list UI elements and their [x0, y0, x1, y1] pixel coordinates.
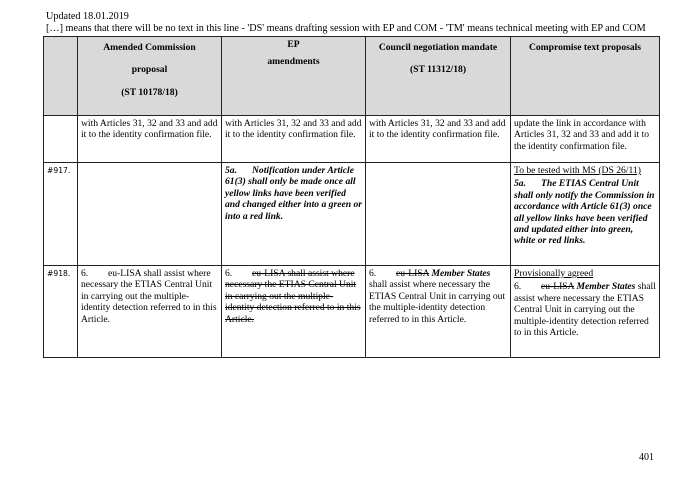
header-commission-proposal	[78, 37, 222, 116]
row-cell	[78, 266, 222, 358]
row-cell	[366, 266, 511, 358]
header-line: amendments	[267, 56, 320, 68]
compromise-notification-text	[514, 178, 656, 246]
table-row	[44, 116, 660, 163]
ep-deleted-text	[225, 268, 362, 325]
header-line: (ST 10178/18)	[121, 86, 178, 98]
header-compromise-text	[511, 37, 660, 116]
point-text: The ETIAS Central Unit shall only notify the Commission in accordance with Article 61(3) once all yellow links have been verified and updated either into green, white or red links.	[514, 178, 655, 247]
header-line: Amended Commission	[103, 42, 196, 53]
updated-date: Updated 18.01.2019	[46, 11, 129, 22]
point-text: shall assist where necessary the ETIAS Central Unit in carrying out the multiple-identity detection referred to in this Article.	[514, 281, 656, 339]
header-line: EP	[287, 39, 300, 50]
compromise-text	[514, 281, 656, 338]
row-cell	[78, 163, 222, 266]
row-cell	[511, 163, 660, 266]
added-words: Member States	[576, 281, 636, 293]
row-cell	[222, 163, 366, 266]
table-row	[44, 266, 660, 358]
point-number: 5a.	[225, 165, 237, 176]
point-number: 6.	[81, 268, 89, 279]
point-text: shall assist where necessary the ETIAS Central Unit in carrying out the multiple-identity detection referred to in this Article.	[369, 279, 506, 325]
header-line: (ST 11312/18)	[409, 64, 467, 76]
commission-text	[81, 268, 218, 325]
row-cell	[366, 163, 511, 266]
header-line: Council negotiation mandate	[378, 42, 498, 53]
council-text	[369, 268, 507, 325]
ep-notification-text	[225, 165, 362, 222]
row-cell: with Articles 31, 32 and 33 and add it to the identity confirmation file.	[222, 116, 366, 163]
header-ep-amendments	[222, 37, 366, 116]
point-number: 6.	[514, 281, 522, 293]
row-cell	[222, 266, 366, 358]
row-cell	[511, 266, 660, 358]
header-council-mandate	[366, 37, 511, 116]
point-number: 6.	[225, 268, 233, 279]
row-cell: with Articles 31, 32 and 33 and add it to the identity confirmation file.	[78, 116, 222, 163]
header-line: Compromise text proposals	[528, 42, 642, 53]
added-words: Member States	[431, 268, 491, 279]
point-text: Notification under Article 61(3) shall only be made once all yellow links have been verified and changed either into a green or into a red link.	[225, 165, 362, 222]
page-number: 401	[639, 452, 654, 463]
deleted-word: eu-LISA	[396, 268, 430, 279]
point-text: eu-LISA shall assist where necessary the ETIAS Central Unit in carrying out the multiple-identity detection referred to in this Article.	[81, 268, 217, 325]
row-cell: update the link in accordance with Articles 31, 32 and 33 and add it to the identity confirmation file.	[511, 116, 660, 163]
point-text: eu-LISA shall assist where necessary the ETIAS Central Unit in carrying out the multiple-identity detection referred to in this Article.	[225, 268, 361, 325]
status-note: Provisionally agreed	[514, 268, 594, 279]
row-id-cell: #917.	[44, 163, 78, 266]
header-line: proposal	[131, 64, 168, 76]
table-row	[44, 163, 660, 266]
four-column-table	[43, 36, 660, 358]
row-id-cell: #918.	[44, 266, 78, 358]
legend-note: […] means that there will be no text in this line - 'DS' means drafting session with EP and COM - 'TM' means technical meeting with EP and COM	[46, 23, 646, 34]
point-number: 5a.	[514, 178, 526, 190]
status-note: To be tested with MS (DS 26/11)	[514, 165, 641, 176]
deleted-word: eu-LISA	[541, 281, 575, 293]
row-cell: with Articles 31, 32 and 33 and add it to the identity confirmation file.	[366, 116, 511, 163]
point-number: 6.	[369, 268, 377, 279]
header-id-cell	[44, 37, 78, 116]
table-header-row	[44, 37, 660, 116]
row-id-cell	[44, 116, 78, 163]
